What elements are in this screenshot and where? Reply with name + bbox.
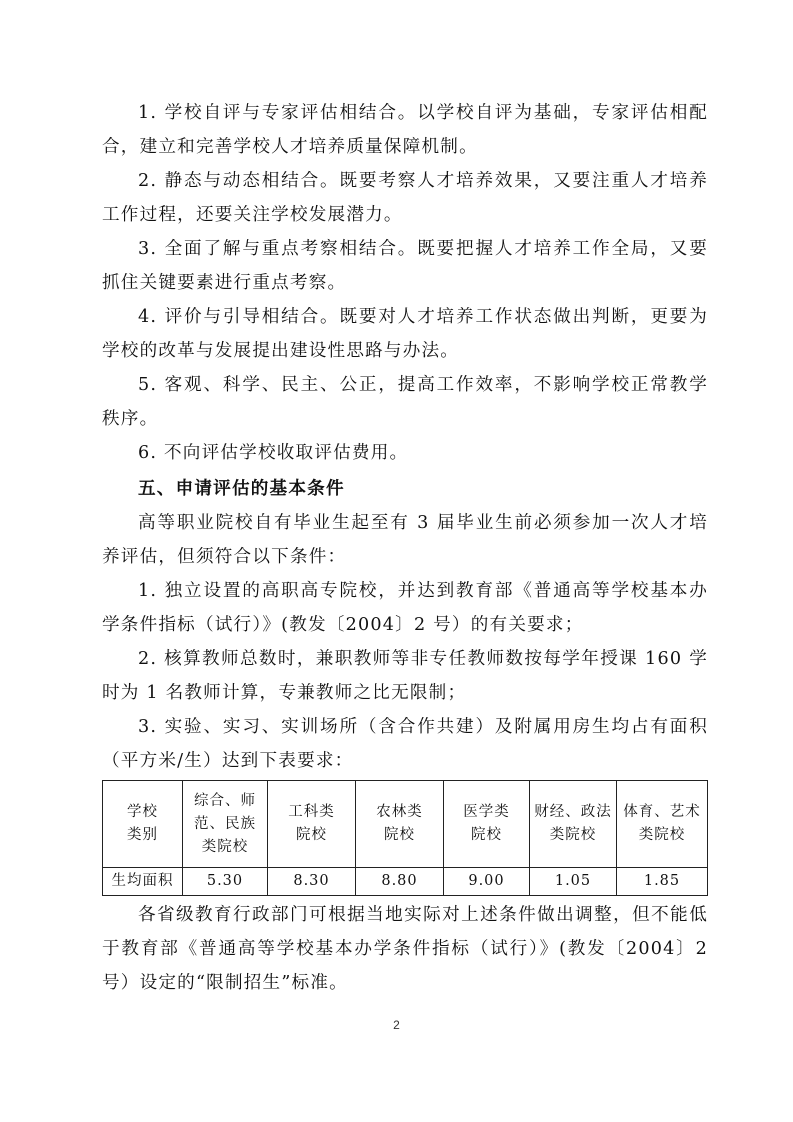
row-header-line: 学校 <box>127 804 158 820</box>
table-cell-value: 9.00 <box>444 868 530 896</box>
area-requirement-table <box>102 780 708 896</box>
column-header-line: 体育、艺术 <box>623 804 701 820</box>
column-header-line: 财经、政法 <box>534 804 612 820</box>
column-header-line: 院校 <box>471 827 502 843</box>
principle-1: 1. 学校自评与专家评估相结合。以学校自评为基础，专家评估相配合，建立和完善学校人才培养质量保障机制。 <box>102 103 708 157</box>
condition-2: 2. 核算教师总数时，兼职教师等非专任教师数按每学年授课 160 学时为 1 名教师计算，专兼教师之比无限制； <box>102 649 708 703</box>
table-column-header <box>530 781 617 868</box>
table-cell-value: 1.05 <box>530 868 617 896</box>
section-heading: 五、申请评估的基本条件 <box>138 479 345 499</box>
column-header-line: 类院校 <box>201 838 249 855</box>
row-header-line: 类别 <box>127 827 158 843</box>
table-cell-value: 5.30 <box>183 868 268 896</box>
principle-6: 6. 不向评估学校收取评估费用。 <box>138 443 409 463</box>
column-header-line: 院校 <box>296 827 327 843</box>
column-header-line: 综合、师 <box>194 792 256 809</box>
column-header-line: 院校 <box>384 827 415 843</box>
principle-3: 3. 全面了解与重点考察相结合。既要把握人才培养工作全局，又要抓住关键要素进行重点考察。 <box>102 239 708 293</box>
column-header-line: 工科类 <box>288 804 335 820</box>
column-header-line: 范、民族 <box>194 815 256 832</box>
table-column-header <box>183 781 268 868</box>
intro-paragraph: 高等职业院校自有毕业生起至有 3 届毕业生前必须参加一次人才培养评估，但须符合以下条件： <box>102 513 708 567</box>
principle-2: 2. 静态与动态相结合。既要考察人才培养效果，又要注重人才培养工作过程，还要关注学校发展潜力。 <box>102 171 708 225</box>
column-header-line: 农林类 <box>376 804 423 820</box>
principle-5: 5. 客观、科学、民主、公正，提高工作效率，不影响学校正常教学秩序。 <box>102 375 708 429</box>
column-header-line: 类院校 <box>638 827 686 843</box>
table-cell-value: 8.30 <box>268 868 356 896</box>
closing-paragraph: 各省级教育行政部门可根据当地实际对上述条件做出调整，但不能低于教育部《普通高等学校基本办学条件指标（试行）》(教发〔2004〕2 号）设定的“限制招生”标准。 <box>102 905 708 993</box>
condition-3: 3. 实验、实习、实训场所（含合作共建）及附属用房生均占有面积（平方米/生）达到下表要求： <box>102 717 708 771</box>
table-header-row <box>103 781 708 868</box>
column-header-line: 医学类 <box>463 804 510 820</box>
table-column-header <box>617 781 708 868</box>
table-row-label: 生均面积 <box>103 868 183 896</box>
table-cell-value: 1.85 <box>617 868 708 896</box>
document-body <box>102 96 708 1000</box>
column-header-line: 类院校 <box>549 827 597 843</box>
page-number: 2 <box>393 1018 400 1032</box>
table-row-header-cell <box>103 781 183 868</box>
table-column-header <box>268 781 356 868</box>
table-value-row <box>103 868 708 896</box>
principle-4: 4. 评价与引导相结合。既要对人才培养工作状态做出判断，更要为学校的改革与发展提出建设性思路与办法。 <box>102 307 708 361</box>
table-cell-value: 8.80 <box>356 868 444 896</box>
table-column-header <box>444 781 530 868</box>
condition-1: 1. 独立设置的高职高专院校，并达到教育部《普通高等学校基本办学条件指标（试行）》(教发〔2004〕2 号）的有关要求； <box>102 581 708 635</box>
table-column-header <box>356 781 444 868</box>
